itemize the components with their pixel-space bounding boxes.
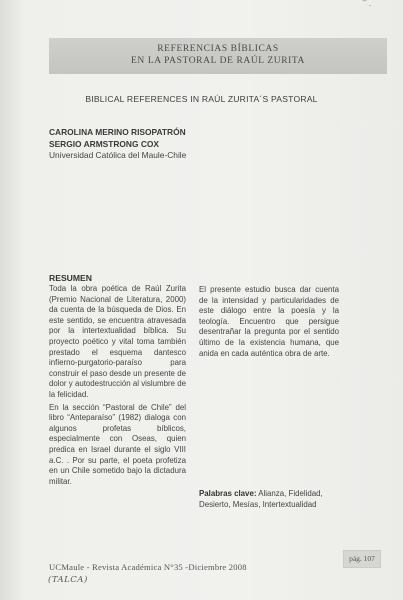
- abstract-paragraph: Toda la obra poética de Raúl Zurita (Premio Nacional de Literatura, 2000) da cuenta de la búsqueda de Dios. En este sentido, se encuentra atravesada por la intertextualidad bíblica. Su proyecto poético y vital toma también prestado el esquema dantesco infierno-purgatorio-paraíso para construir el paso desde un presente de dolor y autodestrucción al vislumbre de la felicidad.: [49, 284, 186, 399]
- title-band: [49, 38, 387, 74]
- abstract-column-left: [49, 284, 186, 489]
- abstract-paragraph: En la sección “Pastoral de Chile” del libro “Anteparaíso” (1982) dialoga con algunos profetas bíblicos, especialmente con Oseas, quien predica en Israel durante el siglo VIII a.C. . Por su parte, el poeta profetiza en un Chile sometido bajo la dictadura militar.: [49, 402, 186, 486]
- journal-footer: UCMaule - Revista Académica N°35 -Diciembre 2008: [49, 562, 247, 572]
- title-line-2: EN LA PASTORAL DE RAÚL ZURITA: [130, 56, 305, 66]
- author-affiliation: Universidad Católica del Maule-Chile: [49, 150, 187, 160]
- keywords-label: Palabras clave:: [199, 489, 257, 498]
- handwritten-note: (TALCA): [48, 575, 88, 585]
- keywords: [199, 488, 341, 510]
- page-number: pág. 107: [343, 550, 381, 568]
- abstract-column-right: [199, 285, 339, 359]
- title-line-1: REFERENCIAS BÍBLICAS: [157, 44, 279, 54]
- abstract-paragraph: El presente estudio busca dar cuenta de la intensidad y particularidades de este diálogo entre la poesía y la teología. Encuentro que persigue desentrañar la pregunta por el sentido último de la existencia humana, que anida en cada auténtica obra de arte.: [199, 285, 339, 358]
- keywords-text: Alianza, Fidelidad, Desierto, Mesías, Intertextualidad: [199, 489, 323, 509]
- corner-mark: ‾ ·: [363, 0, 372, 10]
- author-name: CAROLINA MERINO RISOPATRÓN: [49, 127, 186, 137]
- english-title: BIBLICAL REFERENCES IN RAÚL ZURITA´S PASTORAL: [85, 94, 318, 104]
- author-block: [49, 127, 186, 162]
- author-name: SERGIO ARMSTRONG COX: [49, 138, 159, 149]
- abstract-heading: RESUMEN: [49, 273, 92, 283]
